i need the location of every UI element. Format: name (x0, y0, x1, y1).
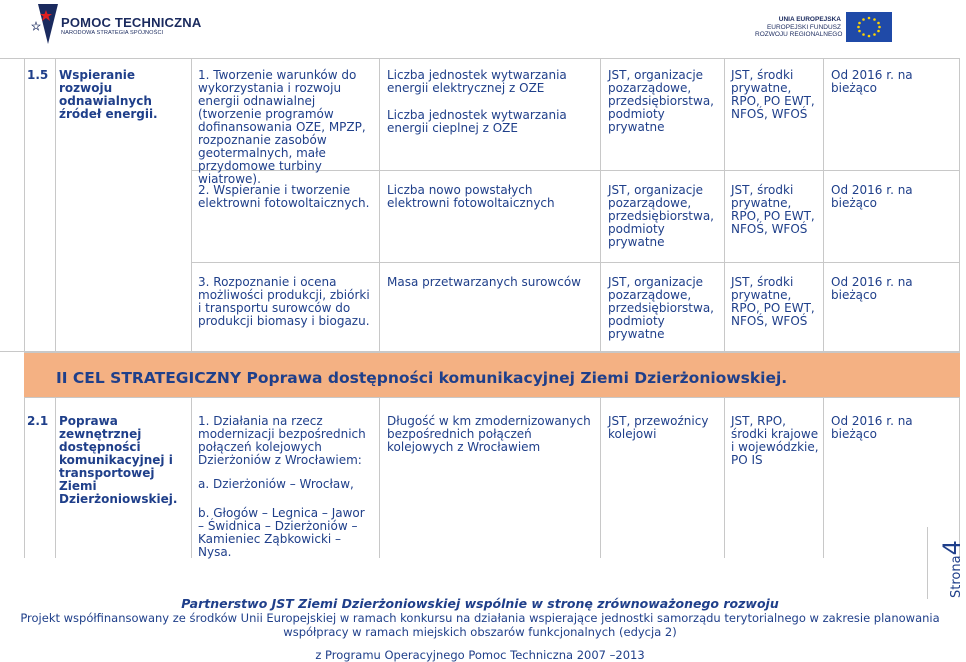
page-number-value: 4 (938, 540, 966, 556)
eu-logo-text (755, 16, 841, 39)
table-column-divider (823, 58, 824, 558)
table-column-divider (724, 58, 725, 558)
eu-logo-line-3: ROZWOJU REGIONALNEGO (755, 31, 843, 38)
time-text: Od 2016 r. na bieżąco (831, 275, 913, 302)
time-text: Od 2016 r. na bieżąco (831, 68, 913, 95)
indicator-text: Długość w km zmodernizowanych bezpośrednich połączeń kolejowych z Wrocławiem (387, 414, 591, 454)
eu-logo-line-2: EUROPEJSKI FUNDUSZ (766, 23, 841, 31)
task-text: 3. Rozpoznanie i ocena możliwości produkcji, zbiórki i transportu surowców do produkcji biomasy i biogazu. (198, 275, 370, 328)
actors-text: JST, organizacje pozarządowe, przedsiębiorstwa, podmioty prywatne (608, 68, 714, 134)
strategic-goal-title: II CEL STRATEGICZNY Poprawa dostępności komunikacyjnej Ziemi Dzierżoniowskiej. (56, 369, 788, 387)
eu-flag-icon (846, 12, 892, 42)
actors-text: JST, organizacje pozarządowe, przedsiębiorstwa, podmioty prywatne (608, 183, 714, 249)
indicator-text: Liczba jednostek wytwarzania energii elektrycznej z OZE (387, 68, 567, 95)
indicator-text: Liczba nowo powstałych elektrowni fotowoltaicznych (387, 183, 555, 210)
table-column-divider (24, 58, 25, 558)
page-number-label: Strona (949, 555, 964, 598)
funds-text: JST, środki prywatne, RPO, PO EWT, NFOŚ, WFOŚ (731, 183, 815, 236)
logo-left-subtitle: NARODOWA STRATEGIA SPÓJNOŚCI (61, 30, 164, 36)
goal-text: Wspieranie rozwoju odnawialnych źródeł energii. (59, 68, 158, 121)
task-text: 1. Działania na rzecz modernizacji bezpośrednich połączeń kolejowych Dzierżoniów z Wrocławiem: (198, 414, 366, 467)
footer-project-info: Projekt współfinansowany ze środków Unii Europejskiej w ramach konkursu na działania wspierające jednostki samorządu terytorialnego w zakresie planowania współpracy w ramach miejskich obszarów funkcjonalnych (edycja 2) (20, 611, 940, 639)
eu-logo-line-1: UNIA EUROPEJSKA (778, 16, 841, 23)
goal-text: Poprawa zewnętrznej dostępności komunikacyjnej i transportowej Ziemi Dzierżoniowskiej. (59, 414, 178, 506)
row-number: 2.1 (27, 414, 49, 428)
table-column-divider (959, 58, 960, 558)
indicator-text: Masa przetwarzanych surowców (387, 275, 581, 289)
page-number (938, 540, 966, 598)
task-text: 2. Wspieranie i tworzenie elektrowni fotowoltaicznych. (198, 183, 370, 210)
table-column-divider (379, 58, 380, 558)
row-number: 1.5 (27, 68, 49, 82)
table-top-border (0, 58, 960, 59)
eu-logo (755, 12, 900, 46)
table-column-divider (600, 58, 601, 558)
time-text: Od 2016 r. na bieżąco (831, 414, 913, 441)
time-text: Od 2016 r. na bieżąco (831, 183, 913, 210)
footer-program: z Programu Operacyjnego Pomoc Techniczna 2007 –2013 (315, 648, 645, 662)
table-column-divider (191, 58, 192, 558)
task-text: 1. Tworzenie warunków do wykorzystania i rozwoju energii odnawialnej (tworzenie programów dofinansowania OZE, MPZP, rozpoznanie zasobów geotermalnych, małe przydomowe turbiny wiatrowe). (198, 68, 366, 186)
logo-left-name: POMOC TECHNICZNA (61, 15, 202, 30)
indicator-text: Liczba jednostek wytwarzania energii cieplnej z OZE (387, 108, 567, 135)
task-subitem: a. Dzierżoniów – Wrocław, (198, 477, 354, 491)
footer-partnership: Partnerstwo JST Ziemi Dzierżoniowskiej wspólnie w stronę zrównoważonego rozwoju (181, 596, 779, 611)
funds-text: JST, środki prywatne, RPO, PO EWT, NFOŚ, WFOŚ (731, 68, 815, 121)
task-subitem: b. Głogów – Legnica – Jawor – Świdnica – Dzierżoniów – Kamieniec Ząbkowicki – Nysa. (198, 506, 365, 559)
pomoc-techniczna-logo (28, 2, 202, 46)
actors-text: JST, organizacje pozarządowe, przedsiębiorstwa, podmioty prywatne (608, 275, 714, 341)
table-column-divider (55, 58, 56, 558)
table-row-divider (191, 262, 960, 263)
funds-text: JST, środki prywatne, RPO, PO EWT, NFOŚ, WFOŚ (731, 275, 815, 328)
funds-text: JST, RPO, środki krajowe i wojewódzkie, PO IS (731, 414, 819, 467)
actors-text: JST, przewoźnicy kolejowi (608, 414, 709, 441)
